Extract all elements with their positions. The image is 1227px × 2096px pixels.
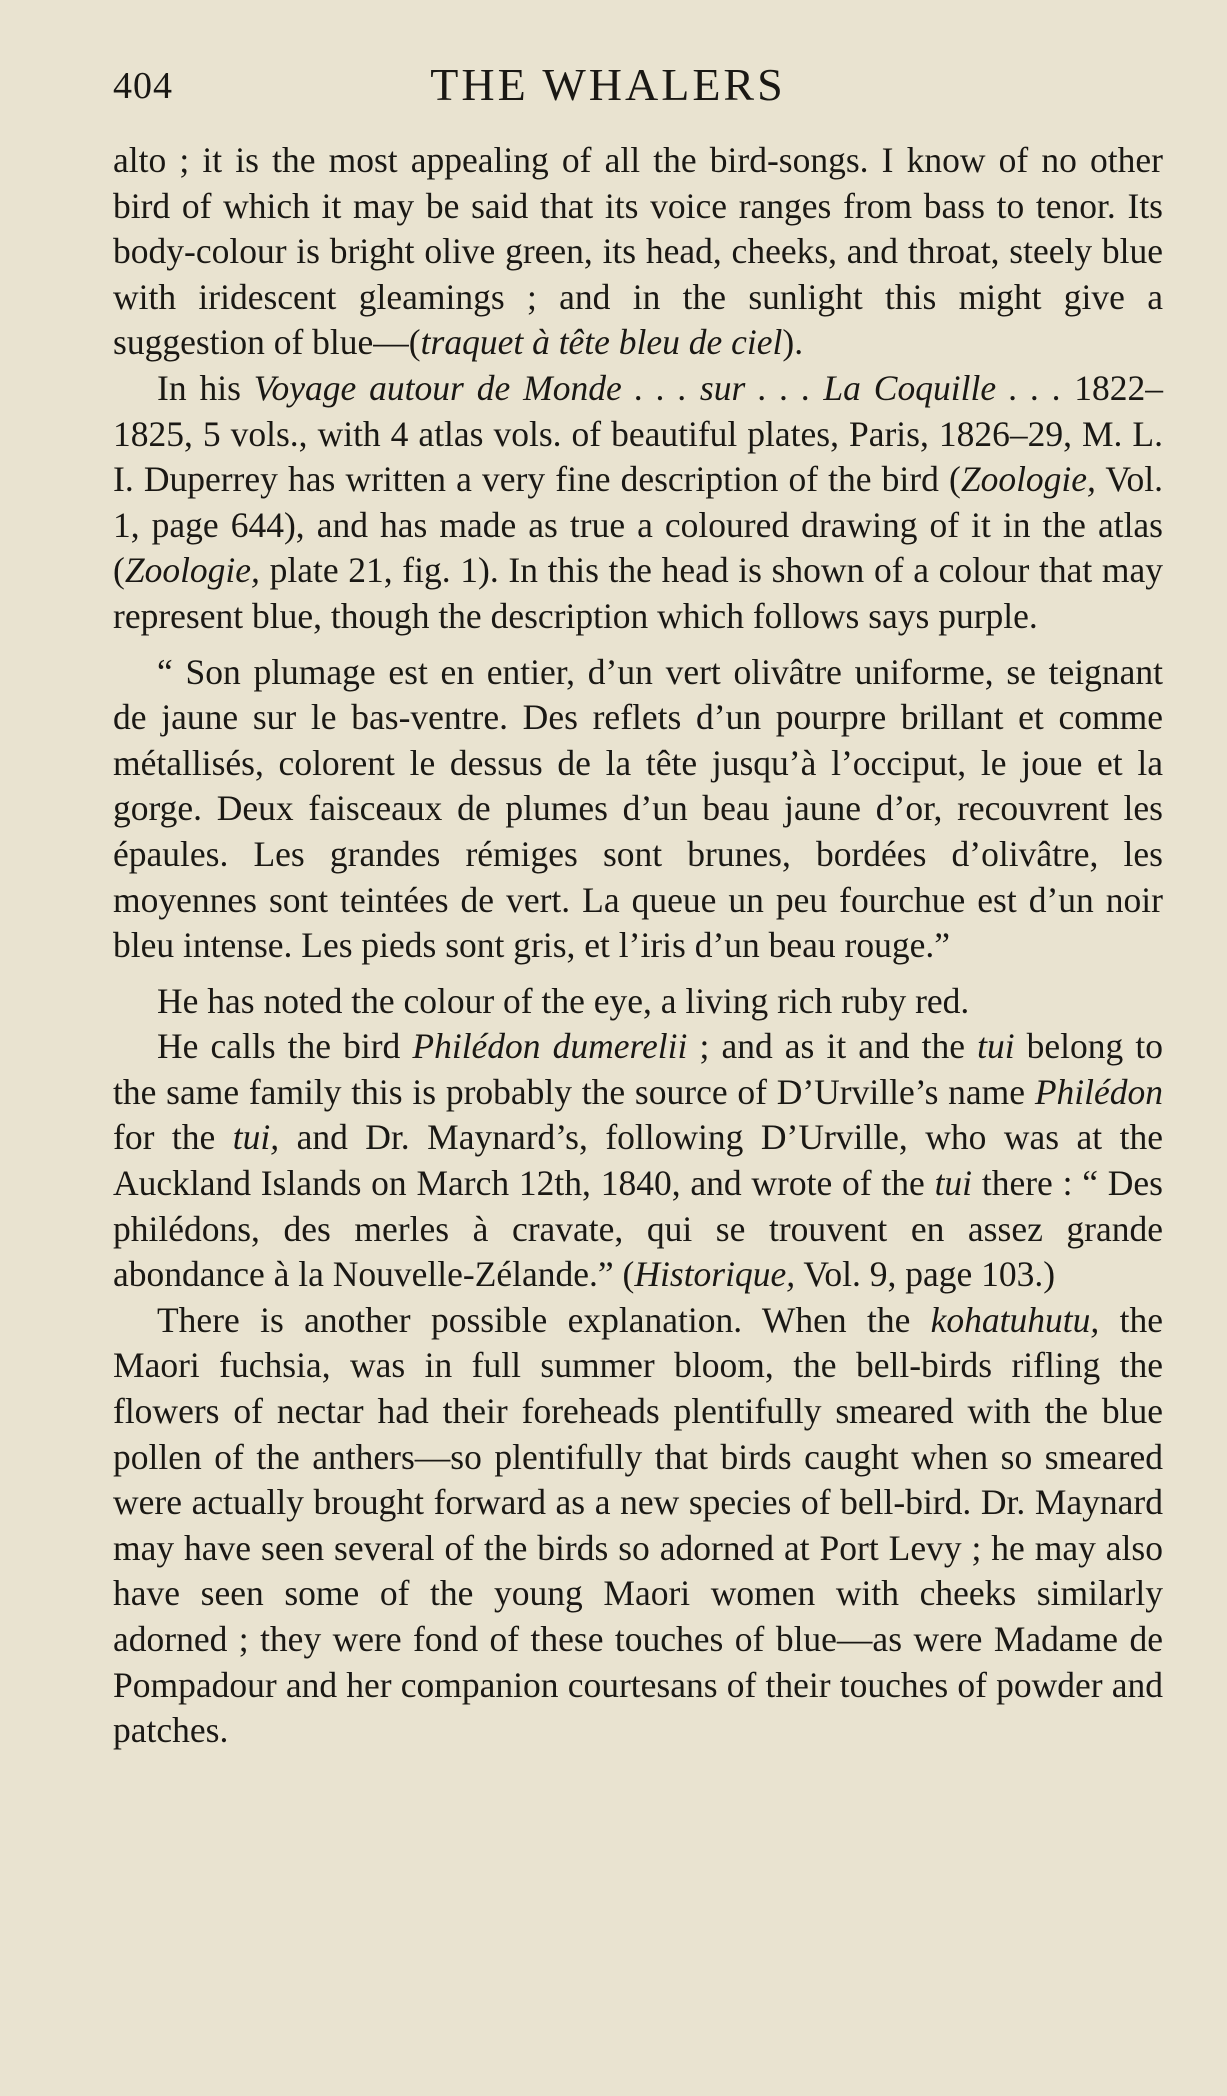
text-run: and Dr. Maynard’s, following D’Urville, who was at the Auckland Islands on March 12th, 1840, and wrote of the	[113, 1117, 1164, 1204]
running-head: THE WHALERS	[430, 59, 786, 110]
italic-text: Voyage autour de Monde . . . sur . . . La Coquille . . .	[253, 367, 1062, 408]
page-number: 404	[113, 65, 173, 107]
italic-text: traquet à tête bleu de ciel	[420, 322, 783, 363]
paragraph-5	[113, 1024, 1163, 1298]
text-run: There is another possible explanation. When the	[157, 1299, 931, 1340]
text-run: He calls the bird	[157, 1026, 413, 1067]
text-run: belong to the same family this is probably the source of D’Urville’s name	[113, 1026, 1163, 1112]
text-run: for the	[113, 1117, 233, 1158]
paragraph-2	[113, 366, 1163, 640]
text-run: Vol. 1, page 644), and has made as true a coloured drawing of it in the atlas (	[113, 459, 1163, 591]
text-run: the Maori fuchsia, was in full summer bloom, the bell-birds rifling the flowers of nectar had their foreheads plentifully smeared with the blue pollen of the anthers—so plentifully that birds caught when so smeared were actually brought forward as a new species of bell-bird. Dr. Maynard may have seen several of the birds so adorned at Port Levy ; he may also have seen some of the young Maori women with cheeks similarly adorned ; they were fond of these touches of blue—as were Madame de Pompadour and her companion courtesans of their touches of powder and patches.	[113, 1299, 1163, 1751]
text-run: ; and as it and the	[687, 1026, 978, 1067]
text-run: ).	[782, 322, 804, 363]
italic-text: kohatuhutu,	[930, 1299, 1100, 1340]
paragraph-4	[113, 979, 1163, 1025]
text-run: “ Son plumage est en entier, d’un vert olivâtre uniforme, se teignant de jaune sur le bas-ventre. Des reflets d’un pourpre brillant et comme métallisés, colorent le dessus de la tête jusqu’à l’occiput, le joue et la gorge. Deux faisceaux de plumes d’un beau jaune d’or, recouvrent les épaules. Les grandes rémiges sont brunes, bordées d’olivâtre, les moyennes sont teintées de vert. La queue un peu fourchue est d’un noir bleu intense. Les pieds sont gris, et l’iris d’un beau rouge.”	[113, 651, 1163, 966]
italic-text: Zoologie,	[960, 459, 1096, 500]
italic-text: Philédon	[1034, 1071, 1163, 1112]
text-run: there : “ Des philédons, des merles à cravate, qui se trouvent en assez grande abondance à la Nouvelle-Zélande.” (	[113, 1163, 1163, 1295]
paragraph-6	[113, 1298, 1163, 1754]
italic-text: Historique,	[634, 1254, 796, 1295]
paragraph-1	[113, 138, 1163, 366]
italic-text: tui,	[232, 1117, 280, 1158]
paragraph-3	[113, 650, 1163, 969]
italic-text: Zoologie,	[124, 550, 260, 591]
italic-text: Philédon dumerelii	[412, 1026, 688, 1067]
text-run: Vol. 9, page 103.)	[795, 1254, 1056, 1295]
text-run: 1822–1825, 5 vols., with 4 atlas vols. of beautiful plates, Paris, 1826–29, M. L. I. Duperrey has written a very fine description of the bird (	[113, 367, 1164, 500]
body-text	[113, 138, 1163, 1754]
page-header	[113, 58, 1163, 118]
text-run: plate 21, fig. 1). In this the head is shown of a colour that may represent blue, though the description which follows says purple.	[113, 550, 1163, 636]
italic-text: tui	[977, 1026, 1015, 1067]
text-run: He has noted the colour of the eye, a living rich ruby red.	[157, 980, 970, 1021]
text-run: alto ; it is the most appealing of all the bird-songs. I know of no other bird of which it may be said that its voice ranges from bass to tenor. Its body-colour is bright olive green, its head, cheeks, and throat, steely blue with iridescent gleamings ; and in the sunlight this might give a suggestion of blue—(	[113, 140, 1163, 363]
text-run: In his	[157, 367, 254, 408]
italic-text: tui	[934, 1163, 973, 1204]
